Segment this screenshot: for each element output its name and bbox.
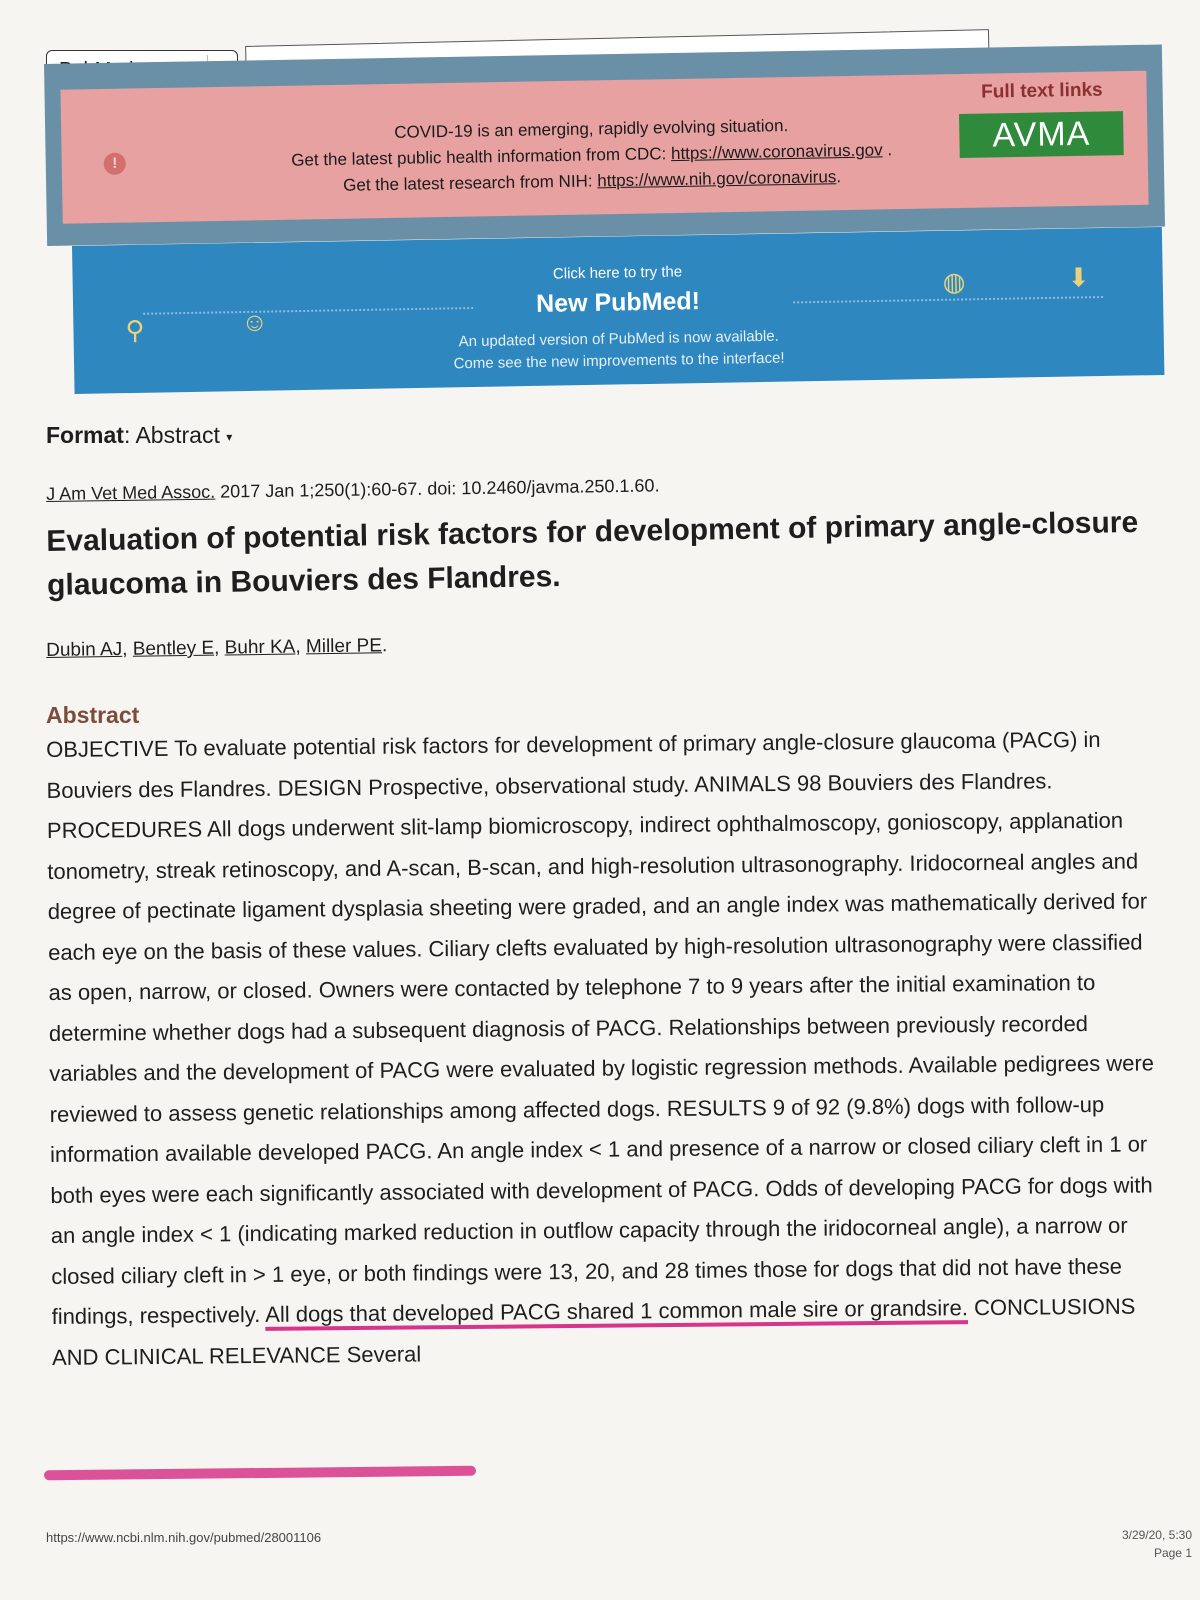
covid-message	[211, 110, 972, 201]
full-text-links-label: Full text links	[981, 79, 1103, 103]
author-link[interactable]: Dubin AJ	[46, 638, 123, 661]
download-arrow-icon: ⬇	[1067, 262, 1090, 293]
covid-banner-frame	[44, 44, 1165, 245]
avma-full-text-button[interactable]: AVMA	[959, 111, 1124, 158]
head-idea-icon: ☺	[241, 306, 269, 338]
new-pubmed-sub-1: An updated version of PubMed is now available.	[458, 327, 779, 351]
covid-line-1: COVID-19 is an emerging, rapidly evolving situation.	[394, 116, 789, 142]
globe-icon: ◍	[942, 266, 966, 297]
new-pubmed-banner[interactable]	[72, 227, 1164, 394]
lightbulb-icon: ⚲	[125, 314, 145, 346]
nih-link[interactable]: https://www.nih.gov/coronavirus	[597, 167, 837, 191]
alert-icon: !	[104, 153, 126, 175]
format-value: Abstract	[135, 422, 220, 448]
author-link[interactable]: Miller PE	[305, 635, 383, 658]
abstract-text	[46, 719, 1170, 1378]
abstract-main: OBJECTIVE To evaluate potential risk factors for development of primary angle-closure glaucoma (PACG) in Bouviers des Flandres. DESIGN Prospective, observational study. ANIMALS 98 Bouviers des Flandres. PROCEDURES All dogs underwent slit-lamp biomicroscopy, indirect ophthalmoscopy, gonioscopy, applanation tonometry, streak retinoscopy, and A-scan, B-scan, and high-resolution ultrasonography. Iridocorneal angles and degree of pectinate ligament dysplasia sheeting were graded, and an angle index was mathematically derived for each eye on the basis of these values. Ciliary clefts evaluated by high-resolution ultrasonography were classified as open, narrow, or closed. Owners were contacted by telephone 7 to 9 years after the initial examination to determine whether dogs had a subsequent diagnosis of PACG. Relationships between previously recorded variables and the development of PACG were evaluated by logistic regression methods. Available pedigrees were reviewed to assess genetic relationships among affected dogs. RESULTS 9 of 92 (9.8%) dogs with follow-up information available developed PACG. An angle index < 1 and presence of a narrow or closed ciliary cleft in 1 or both eyes were each significantly associated with development of PACG. Odds of developing PACG for dogs with an angle index < 1 (indicating marked reduction in outflow capacity through the iridocorneal angle), a narrow or closed ciliary cleft in > 1 eye, or both findings were 13, 20, and 28 times those for dogs that did not have these findings, respectively.	[46, 726, 1155, 1329]
citation-details: 2017 Jan 1;250(1):60-67. doi: 10.2460/javma.250.1.60.	[215, 475, 660, 502]
new-pubmed-tagline: Click here to try the	[552, 263, 683, 283]
nih-suffix: .	[836, 167, 842, 187]
journal-link[interactable]: J Am Vet Med Assoc.	[46, 481, 216, 504]
author-list: Dubin AJ, Bentley E, Buhr KA, Miller PE.	[46, 635, 388, 661]
new-pubmed-description	[74, 319, 1165, 382]
caret-down-icon: ▾	[226, 429, 233, 444]
abstract-heading: Abstract	[46, 702, 140, 728]
article-title: Evaluation of potential risk factors for development of primary angle-closure glaucoma in Bouviers des Flandres.	[46, 505, 1139, 602]
format-label: Format	[46, 422, 124, 448]
cdc-link[interactable]: https://www.coronavirus.gov	[670, 140, 883, 164]
format-selector[interactable]: Format: Abstract ▾	[46, 422, 233, 448]
citation	[46, 475, 660, 505]
footer-url: https://www.ncbi.nlm.nih.gov/pubmed/28001106	[46, 1530, 322, 1545]
covid-banner	[60, 71, 1148, 224]
nih-prefix: Get the latest research from NIH:	[343, 171, 598, 195]
author-link[interactable]: Buhr KA	[224, 636, 296, 659]
new-pubmed-sub-2: Come see the new improvements to the interface!	[453, 349, 785, 373]
highlighted-sentence: All dogs that developed PACG shared 1 common male sire or grandsire.	[265, 1295, 969, 1327]
new-pubmed-title: New PubMed!	[535, 287, 701, 318]
cdc-suffix: .	[882, 140, 893, 160]
author-link[interactable]: Bentley E	[132, 637, 215, 660]
footer-print-info	[1122, 1526, 1192, 1562]
footer-date: 3/29/20, 5:30	[1121, 1528, 1192, 1542]
footer-page: Page 1	[1153, 1546, 1192, 1560]
abstract-tail: CONCLUSIONS AND CLINICAL RELEVANCE Several	[51, 1293, 1136, 1370]
cdc-prefix: Get the latest public health information from CDC:	[291, 144, 672, 170]
highlighter-mark	[44, 1466, 476, 1481]
